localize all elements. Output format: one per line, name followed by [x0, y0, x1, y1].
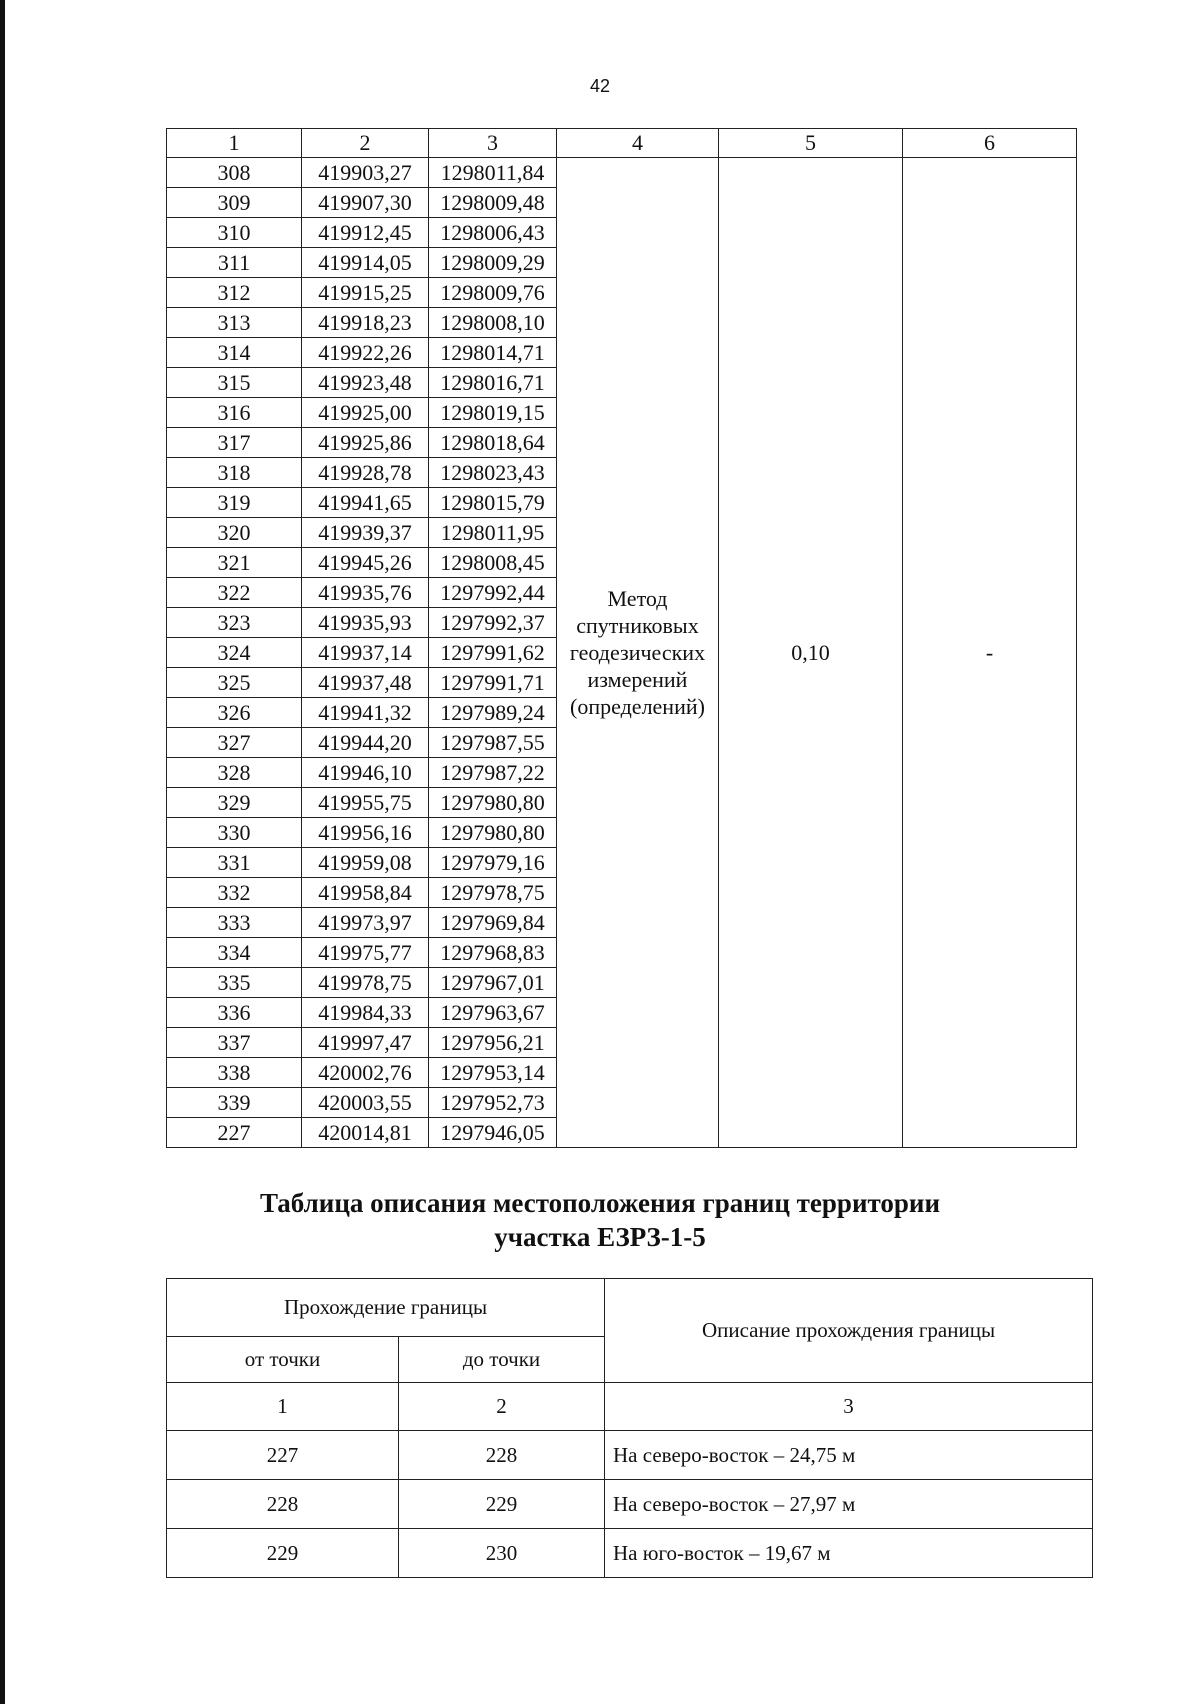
coord-y: 1297968,83 — [429, 938, 557, 968]
coord-y: 1298016,71 — [429, 368, 557, 398]
coord-y: 1297963,67 — [429, 998, 557, 1028]
coord-y: 1297953,14 — [429, 1058, 557, 1088]
point-number: 330 — [167, 818, 302, 848]
coord-y: 1298023,43 — [429, 458, 557, 488]
coord-y: 1298014,71 — [429, 338, 557, 368]
coord-x: 419935,93 — [302, 608, 429, 638]
table-row — [167, 158, 1077, 188]
coord-y: 1297967,01 — [429, 968, 557, 998]
measurement-method-line: (определений) — [570, 694, 705, 719]
point-number: 322 — [167, 578, 302, 608]
coord-y: 1298019,15 — [429, 398, 557, 428]
point-number: 326 — [167, 698, 302, 728]
coord-y: 1297979,16 — [429, 848, 557, 878]
boundary-col-number-3: 3 — [605, 1383, 1093, 1431]
coord-x: 420002,76 — [302, 1058, 429, 1088]
coord-y: 1297946,05 — [429, 1118, 557, 1148]
from-point: 227 — [167, 1431, 399, 1480]
coordinate-table-header — [167, 129, 1077, 158]
coord-x: 419937,14 — [302, 638, 429, 668]
coord-x: 419937,48 — [302, 668, 429, 698]
col-header-4: 4 — [557, 129, 719, 158]
point-number: 309 — [167, 188, 302, 218]
boundary-col-number-2: 2 — [399, 1383, 605, 1431]
from-point-header: от точки — [167, 1337, 399, 1383]
coord-x: 419978,75 — [302, 968, 429, 998]
coord-x: 419915,25 — [302, 278, 429, 308]
coord-y: 1298008,45 — [429, 548, 557, 578]
point-number: 319 — [167, 488, 302, 518]
point-number: 334 — [167, 938, 302, 968]
column-6-value: - — [903, 158, 1077, 1148]
coord-x: 419907,30 — [302, 188, 429, 218]
coord-y: 1297952,73 — [429, 1088, 557, 1118]
coordinate-table-body — [167, 158, 1077, 1148]
coord-x: 419946,10 — [302, 758, 429, 788]
table-title-line-2: участка ЕЗРЗ-1-5 — [494, 1222, 706, 1252]
point-number: 227 — [167, 1118, 302, 1148]
measurement-method-line: Метод — [607, 586, 668, 611]
boundary-description-header: Описание прохождения границы — [605, 1279, 1093, 1383]
scan-edge — [0, 0, 5, 1704]
coord-x: 419925,00 — [302, 398, 429, 428]
coord-x: 419941,65 — [302, 488, 429, 518]
coord-x: 419922,26 — [302, 338, 429, 368]
boundary-description-table — [166, 1278, 1093, 1578]
to-point-header: до точки — [399, 1337, 605, 1383]
coord-y: 1298006,43 — [429, 218, 557, 248]
coord-x: 419914,05 — [302, 248, 429, 278]
table-title-line-1: Таблица описания местоположения границ территории — [259, 1188, 941, 1218]
boundary-header-row — [167, 1279, 1093, 1337]
coord-y: 1298011,84 — [429, 158, 557, 188]
point-number: 324 — [167, 638, 302, 668]
coord-x: 419941,32 — [302, 698, 429, 728]
to-point: 229 — [399, 1480, 605, 1529]
col-header-2: 2 — [302, 129, 429, 158]
coord-y: 1297980,80 — [429, 788, 557, 818]
coord-x: 419944,20 — [302, 728, 429, 758]
coord-x: 419955,75 — [302, 788, 429, 818]
point-number: 325 — [167, 668, 302, 698]
boundary-description: На северо-восток – 24,75 м — [605, 1431, 1093, 1480]
accuracy-value: 0,10 — [719, 158, 903, 1148]
coord-x: 419973,97 — [302, 908, 429, 938]
coord-x: 419975,77 — [302, 938, 429, 968]
point-number: 308 — [167, 158, 302, 188]
coord-x: 419958,84 — [302, 878, 429, 908]
measurement-method-line: спутниковых — [576, 613, 699, 638]
coord-x: 419912,45 — [302, 218, 429, 248]
point-number: 339 — [167, 1088, 302, 1118]
coord-y: 1297987,55 — [429, 728, 557, 758]
coord-y: 1297987,22 — [429, 758, 557, 788]
coord-y: 1298009,76 — [429, 278, 557, 308]
page-number: 42 — [589, 76, 611, 96]
point-number: 338 — [167, 1058, 302, 1088]
to-point: 230 — [399, 1529, 605, 1578]
point-number: 336 — [167, 998, 302, 1028]
coord-y: 1298015,79 — [429, 488, 557, 518]
coord-x: 420014,81 — [302, 1118, 429, 1148]
point-number: 323 — [167, 608, 302, 638]
col-header-3: 3 — [429, 129, 557, 158]
point-number: 335 — [167, 968, 302, 998]
boundary-description: На юго-восток – 19,67 м — [605, 1529, 1093, 1578]
boundary-col-number-1: 1 — [167, 1383, 399, 1431]
measurement-method-line: измерений — [587, 667, 688, 692]
from-point: 228 — [167, 1480, 399, 1529]
coord-y: 1297991,62 — [429, 638, 557, 668]
coord-x: 419928,78 — [302, 458, 429, 488]
col-header-6: 6 — [903, 129, 1077, 158]
col-header-1: 1 — [167, 129, 302, 158]
measurement-method-line: геодезических — [569, 640, 706, 665]
coord-y: 1298018,64 — [429, 428, 557, 458]
coord-x: 419997,47 — [302, 1028, 429, 1058]
boundary-description: На северо-восток – 27,97 м — [605, 1480, 1093, 1529]
coord-y: 1298008,10 — [429, 308, 557, 338]
coord-x: 419923,48 — [302, 368, 429, 398]
coord-x: 419984,33 — [302, 998, 429, 1028]
coord-x: 419918,23 — [302, 308, 429, 338]
point-number: 333 — [167, 908, 302, 938]
boundary-column-numbers — [167, 1383, 1093, 1431]
coord-y: 1297991,71 — [429, 668, 557, 698]
measurement-method — [557, 158, 719, 1148]
point-number: 313 — [167, 308, 302, 338]
boundary-table-body — [167, 1431, 1093, 1578]
coord-x: 420003,55 — [302, 1088, 429, 1118]
point-number: 332 — [167, 878, 302, 908]
boundary-passage-header: Прохождение границы — [167, 1279, 605, 1337]
point-number: 314 — [167, 338, 302, 368]
coord-x: 419959,08 — [302, 848, 429, 878]
point-number: 315 — [167, 368, 302, 398]
table-row — [167, 1431, 1093, 1480]
point-number: 328 — [167, 758, 302, 788]
coord-y: 1297969,84 — [429, 908, 557, 938]
point-number: 318 — [167, 458, 302, 488]
coord-x: 419956,16 — [302, 818, 429, 848]
table-title — [0, 1186, 1200, 1254]
coord-y: 1298011,95 — [429, 518, 557, 548]
coord-y: 1298009,48 — [429, 188, 557, 218]
point-number: 331 — [167, 848, 302, 878]
point-number: 321 — [167, 548, 302, 578]
coord-y: 1297989,24 — [429, 698, 557, 728]
coord-y: 1298009,29 — [429, 248, 557, 278]
point-number: 311 — [167, 248, 302, 278]
point-number: 310 — [167, 218, 302, 248]
table-row — [167, 1529, 1093, 1578]
coord-y: 1297992,44 — [429, 578, 557, 608]
coord-y: 1297980,80 — [429, 818, 557, 848]
coord-x: 419925,86 — [302, 428, 429, 458]
point-number: 337 — [167, 1028, 302, 1058]
point-number: 327 — [167, 728, 302, 758]
to-point: 228 — [399, 1431, 605, 1480]
point-number: 329 — [167, 788, 302, 818]
point-number: 312 — [167, 278, 302, 308]
coord-x: 419945,26 — [302, 548, 429, 578]
coordinate-table — [166, 128, 1077, 1148]
coord-y: 1297978,75 — [429, 878, 557, 908]
point-number: 317 — [167, 428, 302, 458]
from-point: 229 — [167, 1529, 399, 1578]
coord-y: 1297992,37 — [429, 608, 557, 638]
coord-x: 419903,27 — [302, 158, 429, 188]
point-number: 316 — [167, 398, 302, 428]
coord-x: 419935,76 — [302, 578, 429, 608]
coord-x: 419939,37 — [302, 518, 429, 548]
coord-y: 1297956,21 — [429, 1028, 557, 1058]
col-header-5: 5 — [719, 129, 903, 158]
point-number: 320 — [167, 518, 302, 548]
table-row — [167, 1480, 1093, 1529]
